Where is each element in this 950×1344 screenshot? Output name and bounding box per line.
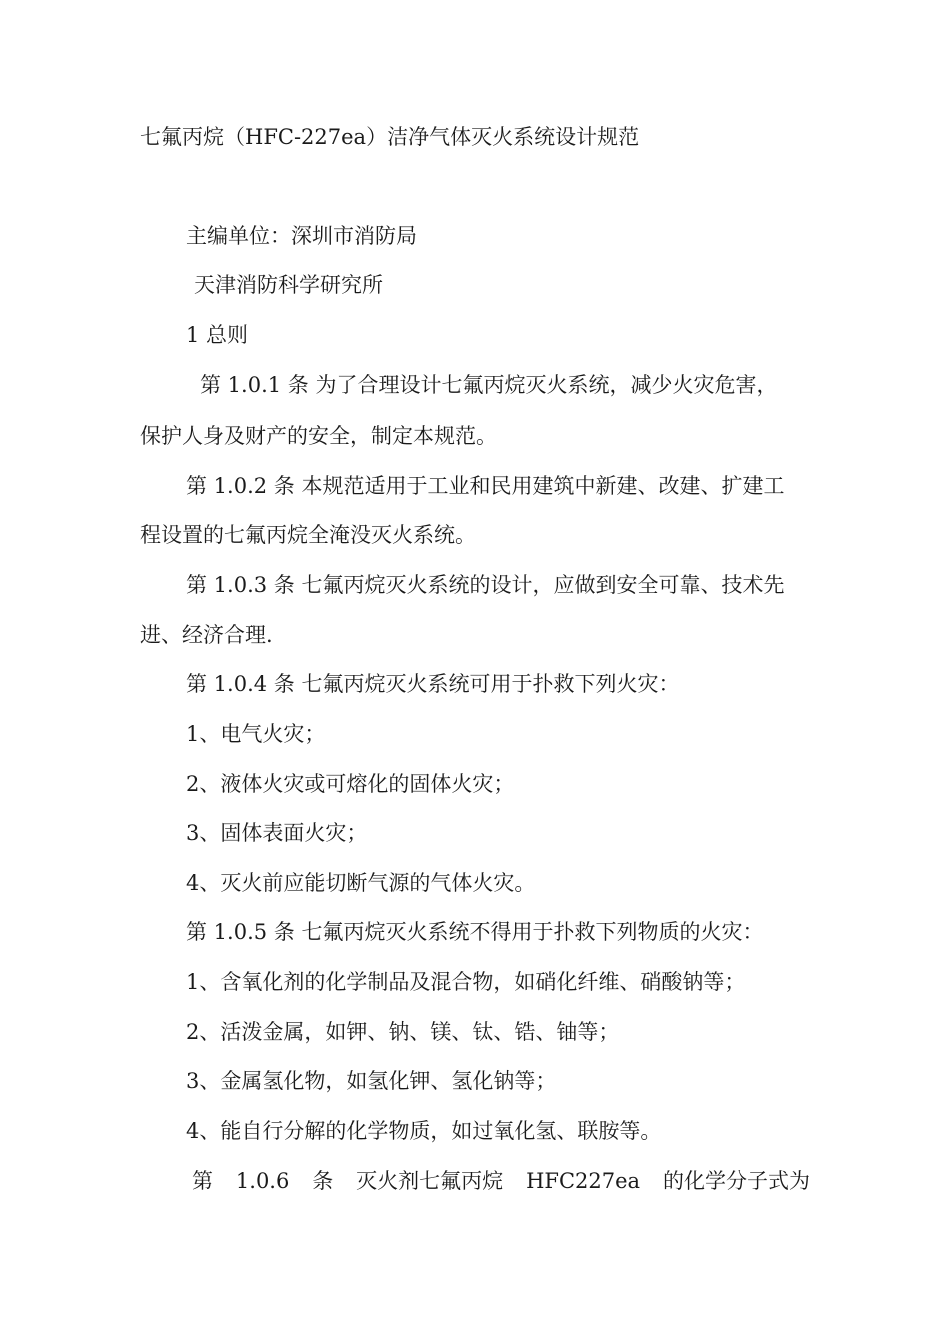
clause-word: HFC227ea	[526, 1169, 641, 1193]
editor-unit-line-1: 主编单位：深圳市消防局	[186, 224, 417, 248]
excluded-material-item: 3、金属氢化物，如氢化钾、氢化钠等；	[186, 1069, 557, 1093]
clause-1-0-5: 第 1.0.5 条 七氟丙烷灭火系统不得用于扑救下列物质的火灾：	[186, 920, 764, 944]
applicable-fire-item: 1、电气火灾；	[186, 722, 326, 746]
clause-1-0-2-line-1: 第 1.0.2 条 本规范适用于工业和民用建筑中新建、改建、扩建工	[186, 474, 785, 498]
excluded-material-item: 1、含氧化剂的化学制品及混合物，如硝化纤维、硝酸钠等；	[186, 970, 746, 994]
section-heading-general: 1 总则	[186, 323, 249, 347]
editor-unit-line-2: 天津消防科学研究所	[194, 273, 383, 297]
clause-1-0-3-line-2: 进、经济合理.	[140, 623, 273, 647]
clause-word: 1.0.6	[235, 1169, 290, 1193]
clause-word: 的化学分子式为	[662, 1169, 810, 1193]
document-title: 七氟丙烷（HFC-227ea）洁净气体灭火系统设计规范	[140, 125, 640, 149]
clause-1-0-2-line-2: 程设置的七氟丙烷全淹没灭火系统。	[140, 523, 476, 547]
clause-word: 灭火剂七氟丙烷	[356, 1169, 504, 1193]
excluded-material-item: 4、能自行分解的化学物质，如过氧化氢、联胺等。	[186, 1119, 662, 1143]
excluded-material-item: 2、活泼金属，如钾、钠、镁、钛、锆、铀等；	[186, 1020, 620, 1044]
applicable-fire-item: 4、灭火前应能切断气源的气体火灾。	[186, 871, 536, 895]
clause-1-0-1-line-1: 第 1.0.1 条 为了合理设计七氟丙烷灭火系统，减少火灾危害，	[200, 373, 778, 397]
clause-1-0-1-line-2: 保护人身及财产的安全，制定本规范。	[140, 424, 497, 448]
clause-1-0-6-line-1	[192, 1166, 810, 1196]
clause-word: 第	[192, 1169, 213, 1193]
clause-word: 条	[312, 1169, 334, 1193]
applicable-fire-item: 3、固体表面火灾；	[186, 821, 368, 845]
clause-1-0-4: 第 1.0.4 条 七氟丙烷灭火系统可用于扑救下列火灾：	[186, 672, 680, 696]
applicable-fire-item: 2、液体火灾或可熔化的固体火灾；	[186, 772, 515, 796]
clause-1-0-3-line-1: 第 1.0.3 条 七氟丙烷灭火系统的设计，应做到安全可靠、技术先	[186, 573, 785, 597]
